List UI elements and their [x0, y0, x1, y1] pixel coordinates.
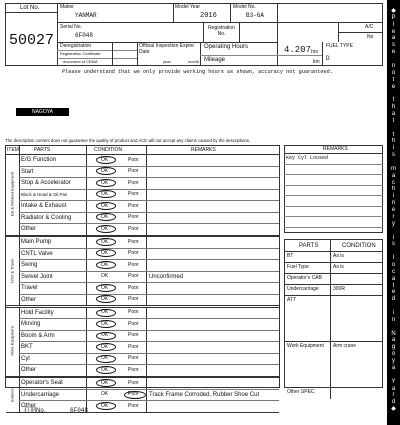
parts-row-condition: Arm crane	[333, 343, 357, 349]
footer-label: 打刻No.	[24, 408, 46, 414]
divider	[173, 3, 174, 22]
side-notice-char: s	[392, 241, 395, 248]
ok-circle-mark	[96, 309, 116, 317]
footer-value: 6F048	[70, 407, 89, 414]
part-name: CNTL Valve	[21, 250, 53, 257]
condition-ok[interactable]: OK	[101, 402, 109, 409]
divider	[285, 262, 382, 263]
parts-header: PARTS	[299, 243, 319, 249]
divider	[285, 273, 382, 274]
condition-poor[interactable]: Poor	[128, 179, 139, 186]
maker-value: YANMAR	[75, 12, 97, 19]
ok-circle-mark	[96, 225, 116, 233]
side-notice-char: l	[392, 21, 395, 28]
condition-ok[interactable]: OK	[101, 391, 109, 398]
side-notice-char: n	[391, 200, 396, 207]
condition-poor[interactable]: Poor	[128, 332, 139, 339]
side-notice-char: e	[391, 83, 396, 90]
part-name: Block & Head & Oil Pan	[21, 191, 68, 197]
condition-ok[interactable]: OK	[101, 355, 109, 362]
part-name: Main Pump	[21, 239, 52, 246]
condition-header: CONDITION	[342, 243, 376, 249]
table-row	[19, 223, 279, 235]
part-name: Swivel Joint	[21, 273, 53, 280]
fuel-type-label: FUEL TYPE	[326, 43, 353, 49]
condition-poor[interactable]: Poor	[128, 214, 139, 220]
side-notice-char: c	[392, 179, 395, 186]
row-remarks: Unconfirmed	[149, 273, 184, 280]
diamond-icon: ◆	[391, 406, 396, 413]
parts-row-condition: As is	[333, 253, 344, 259]
registration-certificate-label: Registration Certificate	[60, 51, 101, 56]
ruled-line	[284, 206, 383, 207]
side-notice-char: y	[392, 358, 395, 365]
poor-circle-mark	[124, 391, 146, 399]
condition-ok[interactable]: OK	[101, 379, 109, 386]
divider	[57, 3, 58, 66]
ok-circle-mark	[96, 366, 116, 374]
divider	[200, 55, 322, 56]
side-notice-char: s	[392, 152, 395, 159]
model-year-label: Model Year	[175, 4, 201, 10]
ac-value: No	[367, 34, 374, 40]
location-badge: NAGOYA	[16, 108, 69, 116]
ok-circle-mark	[96, 179, 116, 187]
part-name: Intake & Exhaust	[21, 203, 67, 209]
disclaimer-text: The description content does not guarantee the quality of product and ACE will not accept any claims caused by the descriptions.	[5, 138, 251, 143]
divider	[330, 251, 331, 262]
side-notice-char: N	[391, 330, 396, 337]
column-header-remarks: REMARKS	[191, 146, 216, 153]
divider	[6, 412, 279, 413]
divider	[277, 3, 278, 66]
condition-ok[interactable]: OK	[101, 179, 109, 186]
condition-ok[interactable]: OK	[101, 296, 109, 303]
parts-row-name: ATT	[287, 297, 297, 303]
ruled-line	[284, 227, 383, 228]
condition-ok[interactable]: OK	[101, 168, 109, 174]
divider	[285, 341, 382, 342]
divider	[200, 42, 201, 66]
divider	[57, 22, 277, 23]
divider	[239, 22, 240, 42]
divider	[330, 262, 331, 273]
divider	[285, 295, 382, 296]
side-notice-char: o	[391, 69, 396, 76]
side-notice-char: o	[391, 351, 396, 358]
part-name: Undercarriage	[21, 391, 60, 398]
parts-row-name: Other SPEC	[287, 389, 315, 395]
side-notice-char: a	[391, 172, 396, 179]
hrs-label: hrs	[311, 49, 318, 55]
side-notice-char: t	[392, 131, 395, 138]
condition-ok[interactable]: OK	[101, 250, 109, 257]
side-notice-char: o	[391, 261, 396, 268]
divider	[330, 273, 331, 284]
fuel-type-value: D	[326, 55, 330, 62]
section-label: E& & Related Equipment	[9, 172, 15, 217]
divider	[285, 251, 382, 252]
part-name: Cyl	[21, 355, 30, 362]
condition-poor[interactable]: Poor	[128, 225, 139, 232]
table-row	[19, 294, 279, 306]
side-notice-char: a	[391, 337, 396, 344]
table-row	[19, 341, 279, 353]
diamond-icon: ◆	[391, 8, 396, 14]
divider	[19, 146, 20, 154]
month-label: month	[188, 59, 200, 64]
parts-row-name: Fuel Type	[287, 264, 309, 270]
condition-ok[interactable]: OK	[101, 202, 109, 209]
side-notice-char: s	[392, 42, 395, 49]
condition-ok[interactable]: OK	[101, 366, 109, 373]
condition-ok[interactable]: OK	[101, 309, 109, 316]
condition-poor[interactable]: Poor	[128, 273, 139, 280]
condition-poor[interactable]: Poor	[128, 261, 139, 268]
km-label: km	[313, 59, 320, 65]
table-row	[19, 330, 279, 342]
table-row	[19, 166, 279, 178]
side-notice-char: a	[391, 35, 396, 42]
operating-hours-value: 4.207	[284, 45, 312, 55]
condition-ok[interactable]: OK	[101, 320, 109, 327]
part-name: Hold Facility	[21, 309, 54, 316]
part-name: Start	[21, 168, 34, 175]
condition-poor[interactable]: Poor	[128, 168, 139, 174]
lot-label: Lot No.	[20, 5, 40, 11]
serial-label: Serial No.	[60, 24, 82, 30]
divider	[330, 387, 331, 399]
table-row	[19, 259, 279, 271]
model-year-value: 2016	[200, 12, 217, 20]
column-header-parts: PARTS	[34, 146, 51, 153]
condition-ok[interactable]: OK	[101, 284, 109, 291]
condition-poor[interactable]: Poor	[128, 238, 139, 245]
ok-circle-mark	[96, 238, 116, 246]
side-notice-char: g	[391, 344, 396, 351]
side-notice-char: e	[391, 28, 396, 35]
condition-poor[interactable]: Poor	[128, 202, 139, 209]
condition-poor[interactable]: Poor	[128, 379, 139, 386]
remarks-panel-header: REMARKS	[323, 146, 348, 152]
remarks-panel-line: Key Cyl Loosed	[286, 155, 329, 161]
condition-poor[interactable]: Poor	[128, 156, 139, 163]
condition-poor[interactable]: Poor	[128, 296, 139, 303]
parts-row-name: Work Equipment	[287, 343, 324, 349]
section-label: HYD & Travel	[9, 258, 15, 283]
model-no-label: Model No.	[233, 4, 256, 10]
condition-poor[interactable]: Poor	[128, 402, 139, 409]
ok-circle-mark	[96, 156, 116, 164]
side-notice-char: i	[392, 145, 395, 152]
side-notice-char: r	[392, 392, 395, 399]
ruled-line	[284, 195, 383, 196]
side-notice-char: m	[391, 165, 396, 172]
ok-circle-mark	[96, 284, 116, 292]
side-notice-char: t	[392, 76, 395, 83]
model-no-value: B3-6A	[246, 12, 265, 19]
ok-circle-mark	[96, 261, 116, 269]
condition-ok[interactable]: OK	[101, 238, 109, 245]
maker-label: Maker	[60, 4, 74, 10]
condition-poor[interactable]: Poor	[128, 343, 139, 350]
parts-panel	[284, 239, 383, 395]
year-label: year	[163, 59, 171, 64]
table-row	[19, 318, 279, 330]
document-cema-label: document of CEMA	[63, 59, 98, 64]
side-notice-char: Y	[391, 378, 396, 385]
part-name: Moving	[21, 321, 41, 328]
part-name: Stop & Accelerator	[21, 180, 71, 186]
side-notice-char: r	[392, 213, 395, 220]
condition-ok[interactable]: OK	[101, 332, 109, 339]
table-row	[19, 353, 279, 365]
divider	[330, 240, 331, 251]
side-notice-char: n	[391, 316, 396, 323]
ruled-line	[284, 216, 383, 217]
side-notice-char: h	[391, 186, 396, 193]
part-name: Travel	[21, 285, 38, 292]
divider	[284, 153, 383, 154]
condition-poor[interactable]: Poor	[128, 320, 139, 327]
parts-row-name: Undercarriage	[287, 286, 319, 292]
divider	[146, 146, 147, 154]
condition-ok[interactable]: OK	[101, 261, 109, 268]
mileage-label: Mileage	[204, 57, 226, 63]
side-notice-char: y	[392, 220, 395, 227]
notice-text: Please understand that we only provide working hours as shown, accuracy not guaranteed.	[62, 69, 333, 75]
ac-label: A/C	[365, 24, 374, 30]
part-name: Boom & Arm	[21, 332, 55, 339]
part-name: Other	[21, 226, 37, 232]
condition-poor[interactable]: Poor	[128, 355, 139, 362]
divider	[277, 22, 383, 23]
part-name: Other	[21, 403, 37, 410]
table-row	[19, 248, 279, 260]
row-remarks: Track Frame Corroded, Rubber Shoe Cut	[149, 391, 260, 398]
ruled-line	[284, 185, 383, 186]
table-row	[19, 307, 279, 319]
side-notice	[387, 0, 400, 425]
parts-row-name: Operator's CAB	[287, 275, 322, 281]
divider	[338, 32, 383, 33]
side-notice-char: i	[392, 310, 395, 317]
part-name: BKT	[21, 344, 33, 351]
official-inspection-label: Official Inspection Expire Date	[139, 43, 194, 55]
side-notice-char: i	[392, 234, 395, 241]
ok-circle-mark	[96, 355, 116, 363]
side-notice-char: h	[391, 104, 396, 111]
side-notice-char: a	[391, 385, 396, 392]
side-notice-char: t	[392, 97, 395, 104]
condition-poor[interactable]: Poor	[128, 309, 139, 316]
divider	[322, 42, 323, 66]
divider	[330, 295, 331, 341]
divider	[112, 42, 113, 66]
ok-circle-mark	[96, 320, 116, 328]
part-name: E/G Function	[21, 157, 57, 163]
divider	[330, 284, 331, 295]
ruled-line	[284, 174, 383, 175]
section-label: Work Equipment	[9, 326, 15, 356]
divider	[285, 387, 382, 388]
side-notice-char: e	[391, 49, 396, 56]
side-notice-char: P	[391, 14, 396, 21]
parts-row-condition: 300R	[333, 286, 345, 292]
part-name: Other	[21, 296, 37, 303]
table-row	[19, 282, 279, 294]
condition-ok[interactable]: OK	[101, 273, 109, 280]
condition-ok[interactable]: OK	[101, 156, 109, 163]
condition-poor[interactable]: Poor	[128, 250, 139, 257]
table-row	[19, 400, 279, 412]
side-notice-char: h	[391, 138, 396, 145]
divider	[230, 3, 231, 22]
table-row	[19, 364, 279, 376]
registration-label: Registration No.	[208, 25, 235, 37]
divider	[137, 42, 138, 66]
condition-poor[interactable]: Poor	[128, 366, 139, 373]
divider	[5, 12, 57, 13]
side-notice-char: c	[392, 268, 395, 275]
column-header-item: ITEM	[7, 146, 19, 153]
condition-ok[interactable]: OK	[101, 214, 109, 220]
side-notice-char: l	[392, 255, 395, 262]
ok-circle-mark	[96, 332, 116, 340]
side-notice-char: t	[392, 117, 395, 124]
side-notice-char: n	[391, 62, 396, 69]
parts-row-condition: As is	[333, 264, 344, 270]
condition-poor[interactable]: Poor	[128, 391, 139, 398]
divider	[285, 284, 382, 285]
ok-circle-mark	[96, 202, 116, 210]
divider	[86, 146, 87, 154]
side-notice-char: a	[391, 110, 396, 117]
part-name: Operator's Seat	[21, 380, 63, 387]
divider	[203, 22, 204, 42]
side-notice-char: a	[391, 364, 396, 371]
ruled-line	[284, 164, 383, 165]
table-row	[19, 154, 279, 166]
lot-value: 50027	[9, 32, 55, 49]
condition-poor[interactable]: Poor	[128, 191, 139, 197]
divider	[330, 341, 331, 387]
side-notice-char: a	[391, 275, 396, 282]
part-name: Other	[21, 367, 37, 374]
side-notice-char: i	[392, 193, 395, 200]
condition-ok[interactable]: OK	[101, 191, 109, 197]
operating-hours-label: Operating Hours	[204, 44, 249, 50]
side-notice-char: d	[391, 399, 396, 406]
condition-table	[5, 145, 280, 410]
side-notice-char: d	[391, 296, 396, 303]
condition-ok[interactable]: OK	[101, 343, 109, 350]
section-label: Exterior	[9, 387, 15, 402]
deregistration-label: Deregistration	[60, 43, 92, 49]
part-name: Radiator & Cooling	[21, 214, 72, 221]
side-notice-char: e	[391, 207, 396, 214]
serial-value: 6F048	[75, 32, 94, 39]
ok-circle-mark	[96, 343, 116, 351]
parts-row-name: BT	[287, 253, 294, 259]
condition-poor[interactable]: Poor	[128, 284, 139, 291]
side-notice-char: e	[391, 289, 396, 296]
side-notice-char: t	[392, 282, 395, 289]
condition-ok[interactable]: OK	[101, 225, 109, 232]
column-header-condition: CONDITION	[94, 146, 123, 153]
part-name: Swing	[21, 262, 38, 269]
table-row	[19, 236, 279, 248]
